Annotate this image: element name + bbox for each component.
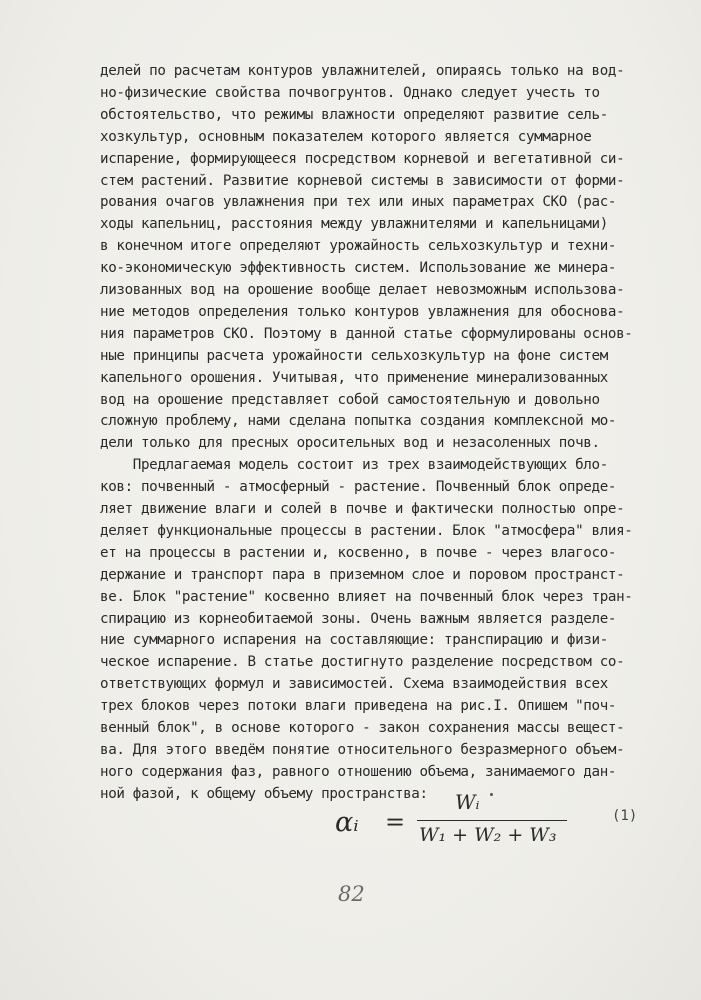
formula-equals: = [385, 808, 406, 836]
text-line: ния параметров СКО. Поэтому в данной статье сформулированы основ- [100, 325, 633, 342]
text-line: деляет функциональные процессы в растении. Блок "атмосфера" влия- [100, 522, 633, 539]
text-line: но-физические свойства почвогрунтов. Однако следует учесть то [100, 84, 600, 101]
text-line: ответствующих формул и зависимостей. Схема взаимодействия всех [100, 676, 608, 693]
text-line: дели только для пресных оросительных вод и незасоленных почв. [100, 435, 600, 452]
formula-denominator: W₁ + W₂ + W₃ [419, 824, 557, 846]
text-line: ные принципы расчета урожайности сельхозкультур на фоне систем [100, 347, 608, 364]
text-line: стем растений. Развитие корневой системы в зависимости от форми- [100, 172, 625, 189]
text-line: ков: почвенный - атмосферный - растение. Почвенный блок опреде- [100, 479, 617, 496]
page-number: 82 [338, 882, 365, 906]
text-line: рования очагов увлажнения при тех или иных параметрах СКО (рас- [100, 194, 617, 211]
text-line: ко-экономическую эффективность систем. Использование же минера- [100, 260, 617, 277]
text-line: ного содержания фаз, равного отношению объема, занимаемого дан- [100, 763, 617, 780]
text-line: ческое испарение. В статье достигнуто разделение посредством со- [100, 654, 625, 671]
text-line: делей по расчетам контуров увлажнителей, опираясь только на вод- [100, 63, 625, 79]
text-line: сложную проблему, нами сделана попытка создания комплексной мо- [100, 413, 617, 430]
text-line: ляет движение влаги и солей в почве и фактически полностью опре- [100, 501, 625, 517]
text-line: венный блок", в основе которого - закон сохранения массы вещест- [100, 720, 625, 736]
text-line: обстоятельство, что режимы влажности определяют развитие сель- [100, 106, 608, 123]
text-line: в конечном итоге определяют урожайность сельхозкультур и техни- [100, 238, 617, 255]
text-line: Предлагаемая модель состоит из трех взаимодействующих бло- [100, 457, 608, 474]
text-line: ет на процессы в растении и, косвенно, в почве - через влагосо- [100, 544, 617, 561]
text-line: ве. Блок "растение" косвенно влияет на почвенный блок через тран- [100, 588, 633, 605]
text-line: спирацию из корнеобитаемой зоны. Очень важным является разделе- [100, 610, 617, 627]
text-line: ходы капельниц, расстояния между увлажнителями и капельницами) [100, 216, 608, 233]
text-line: ние методов определения только контуров увлажнения для обоснова- [100, 303, 625, 320]
text-line: ние суммарного испарения на составляющие: транспирацию и физи- [100, 632, 608, 649]
text-line: вод на орошение представляет собой самостоятельную и довольно [100, 391, 600, 408]
text-line: трех блоков через потоки влаги приведена на рис.I. Опишем "поч- [100, 698, 617, 715]
formula-number: (1) [612, 808, 638, 824]
text-line: испарение, формирующееся посредством корневой и вегетативной си- [100, 150, 625, 167]
text-line: ва. Для этого введём понятие относительного безразмерного объем- [100, 741, 625, 758]
formula-1 [335, 790, 638, 850]
formula-lhs: αᵢ [335, 807, 359, 838]
formula-numerator: Wᵢ [455, 790, 480, 814]
text-line: ной фазой, к общему объему пространства: [100, 785, 428, 802]
text-line: хозкультур, основным показателем которого является суммарное [100, 128, 592, 145]
text-line: капельного орошения. Учитывая, что применение минерализованных [100, 369, 608, 386]
text-line: лизованных вод на орошение вообще делает невозможным использова- [100, 282, 625, 298]
ink-speck [490, 793, 493, 796]
text-line: держание и транспорт пара в приземном слое и поровом пространст- [100, 566, 625, 583]
fraction-bar [417, 820, 567, 821]
